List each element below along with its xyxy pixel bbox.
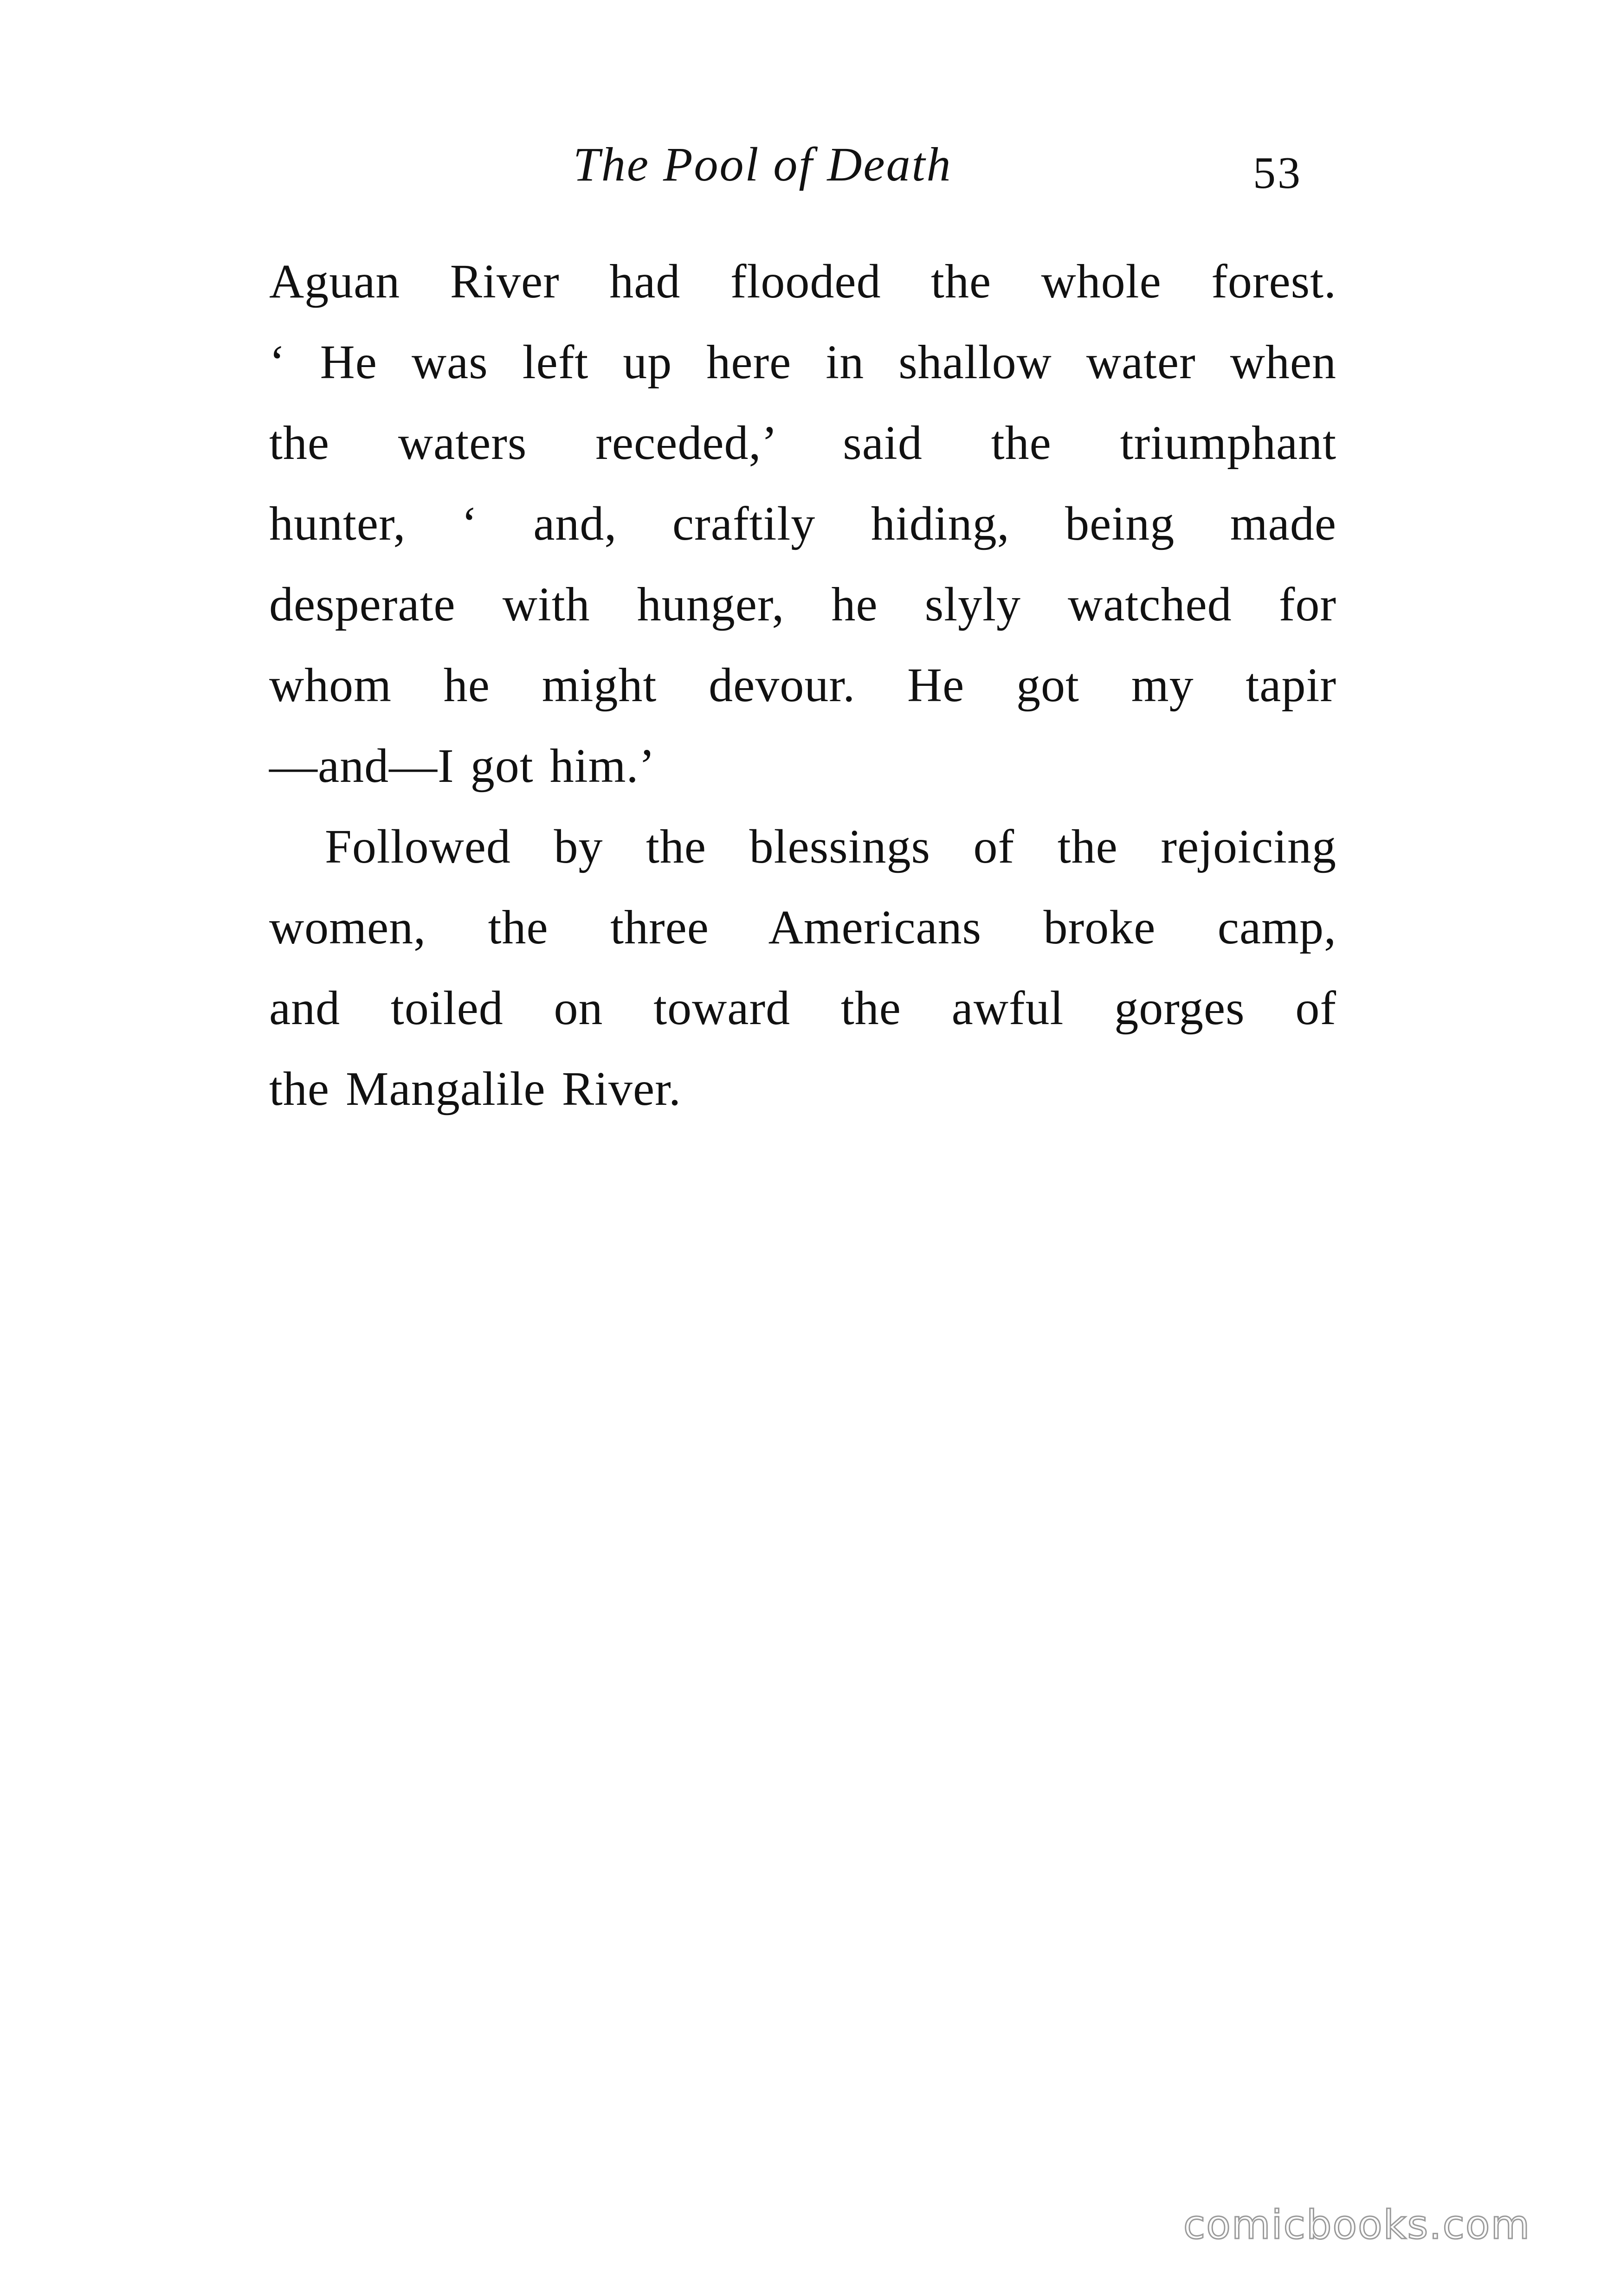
text-line: hunter, ‘ and, craftily hiding, being made (269, 497, 1336, 550)
page-number: 53 (1253, 148, 1302, 198)
text-line: and toiled on toward the awful gorges of (269, 981, 1336, 1035)
text-line: whom he might devour. He got my tapir (269, 658, 1336, 712)
body-text (269, 241, 1336, 1129)
text-line: the waters receded,’ said the triumphant (269, 416, 1336, 470)
text-line: —and—I got him.’ (269, 739, 656, 793)
text-line: ‘ He was left up here in shallow water when (269, 335, 1336, 389)
text-line: the Mangalile River. (269, 1062, 682, 1116)
running-head (0, 132, 1601, 197)
watermark: comicbooks.com (1183, 2202, 1531, 2248)
paragraph-first-line: Followed by the blessings of the rejoicing (325, 820, 1336, 873)
text-line: women, the three Americans broke camp, (269, 901, 1336, 954)
text-line: desperate with hunger, he slyly watched for (269, 578, 1336, 631)
running-title: The Pool of Death (573, 138, 952, 191)
text-line: Aguan River had flooded the whole forest. (269, 255, 1336, 308)
